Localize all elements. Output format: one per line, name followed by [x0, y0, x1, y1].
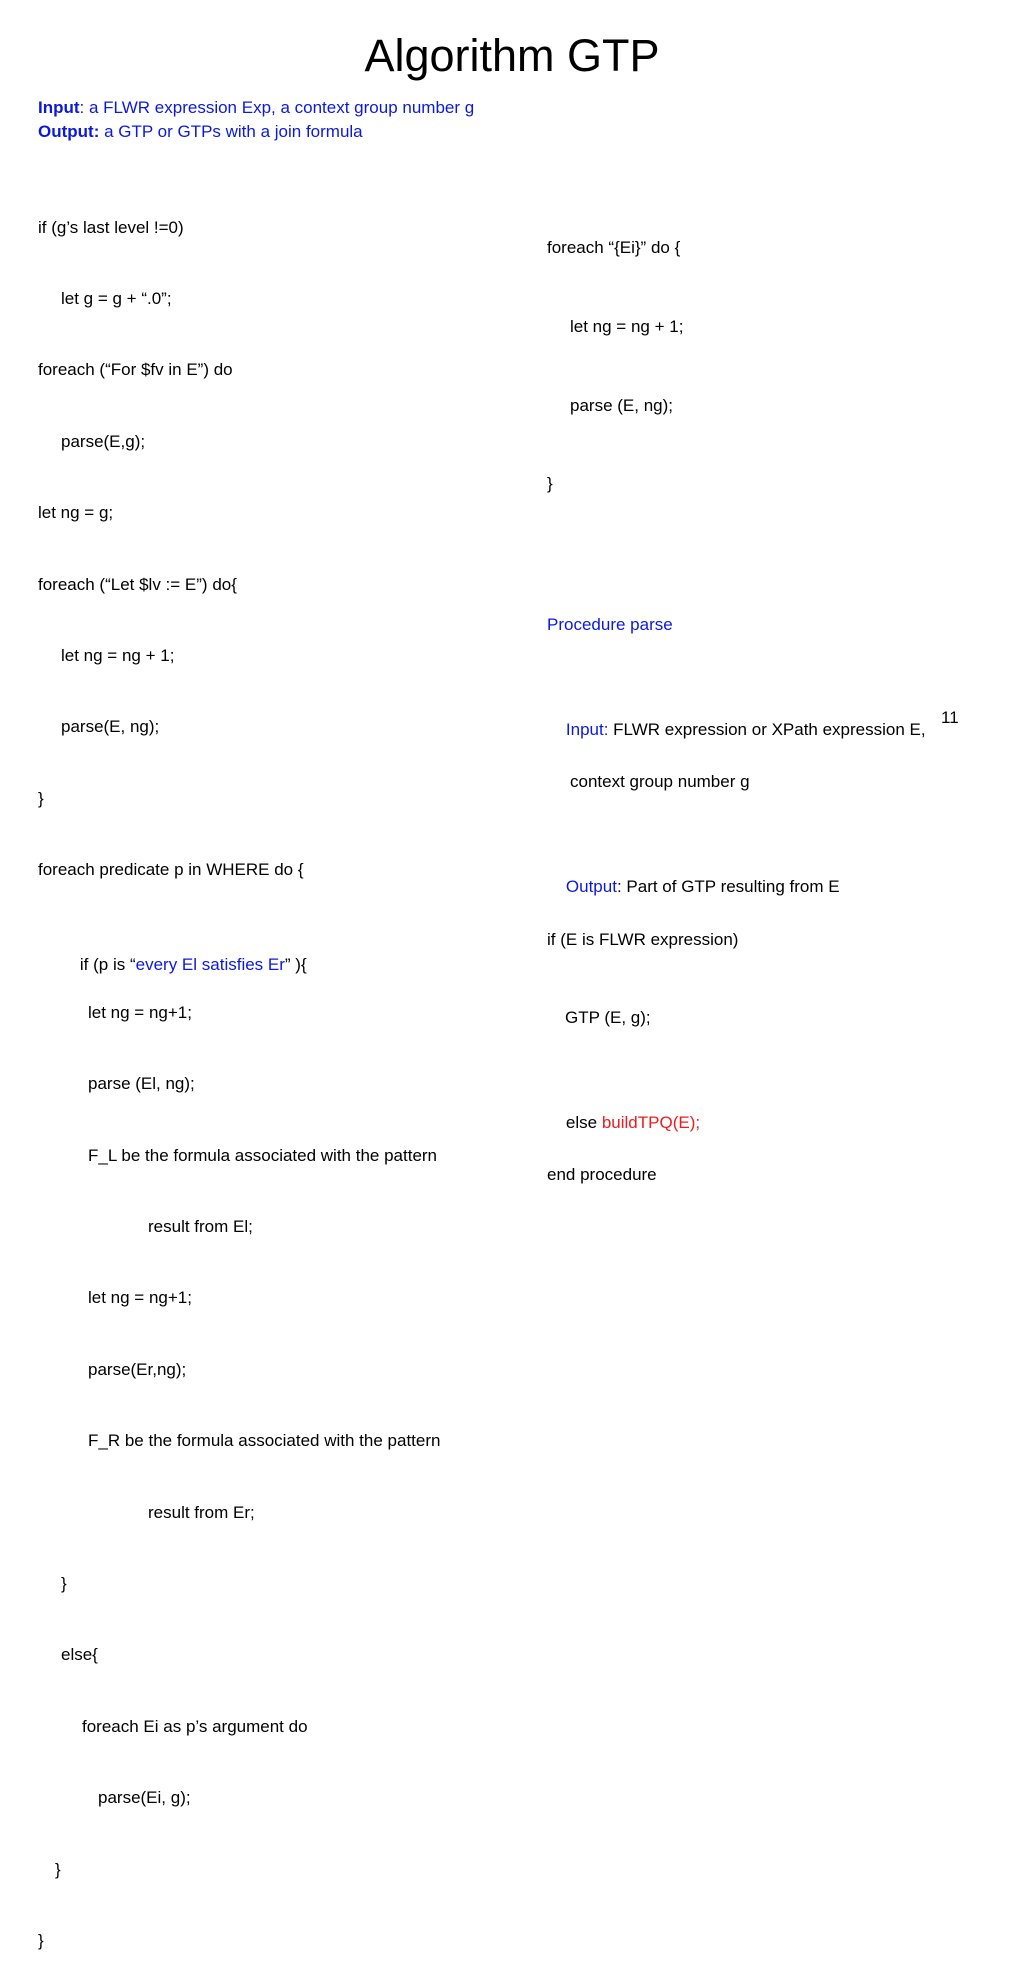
code-line: parse(Ei, g); [98, 1788, 191, 1808]
code-line [547, 691, 926, 739]
code-line: let g = g + “.0”; [61, 288, 172, 308]
code-line: if (g’s last level !=0) [38, 217, 184, 237]
code-line: result from Er; [148, 1502, 255, 1522]
code-line: parse(Er,ng); [88, 1359, 187, 1379]
code-line: if (E is FLWR expression) [547, 929, 739, 949]
code-line: parse(E,g); [61, 431, 146, 451]
build-tpq-call: buildTPQ(E); [601, 1112, 701, 1132]
code-fragment: else [565, 1112, 602, 1132]
output-keyword: Output [565, 877, 617, 897]
code-fragment: if (p is “ [79, 955, 136, 975]
code-line: parse (El, ng); [88, 1074, 195, 1094]
code-line: } [55, 1859, 61, 1879]
code-line: let ng = g; [38, 503, 114, 523]
code-line: foreach predicate p in WHERE do { [38, 860, 304, 880]
code-line: let ng = ng+1; [88, 1288, 192, 1308]
input-text: : a FLWR expression Exp, a context group number g [79, 98, 475, 117]
spacer [547, 550, 926, 560]
code-line: } [38, 1930, 44, 1950]
code-line [547, 848, 926, 897]
code-line: F_R be the formula associated with the pattern [88, 1431, 441, 1451]
slide-title: Algorithm GTP [364, 30, 660, 81]
code-line [38, 930, 440, 975]
code-line: foreach (“Let $lv := E”) do{ [38, 574, 237, 594]
code-line: end procedure [547, 1165, 657, 1185]
output-line [38, 120, 474, 144]
code-line: F_L be the formula associated with the pattern [88, 1145, 438, 1165]
code-line: parse (E, ng); [570, 395, 673, 415]
every-clause: every El satisfies Er [135, 955, 285, 975]
input-line [38, 96, 474, 120]
code-line: parse(E, ng); [61, 717, 160, 737]
code-line: result from El; [148, 1217, 253, 1237]
page-number: 11 [941, 708, 959, 727]
code-line: } [547, 474, 553, 494]
code-line: } [38, 788, 44, 808]
code-line [547, 1084, 926, 1132]
code-line: foreach (“For $fv in E”) do [38, 360, 233, 380]
procedure-heading: Procedure parse [547, 615, 673, 635]
code-line: context group number g [570, 772, 750, 792]
code-line: else{ [61, 1645, 98, 1665]
code-line: let ng = ng + 1; [61, 645, 175, 665]
code-line: foreach “{Ei}” do { [547, 238, 681, 258]
code-fragment: FLWR expression or XPath expression E, [608, 719, 926, 739]
code-line: let ng = ng + 1; [570, 317, 684, 336]
code-line: GTP (E, g); [565, 1008, 651, 1028]
input-keyword: Input: [565, 719, 609, 739]
code-line: foreach Ei as p’s argument do [82, 1716, 308, 1736]
parse-procedure [547, 183, 926, 1215]
output-text: a GTP or GTPs with a join formula [99, 122, 363, 141]
algorithm-header [38, 96, 474, 144]
output-label: Output: [38, 122, 100, 141]
gtp-pseudocode [38, 168, 440, 1977]
code-fragment: ” ){ [284, 955, 307, 975]
code-line: } [61, 1574, 67, 1594]
code-line: let ng = ng+1; [88, 1002, 192, 1022]
code-fragment: : Part of GTP resulting from E [616, 877, 840, 897]
input-label: Input [38, 98, 80, 117]
